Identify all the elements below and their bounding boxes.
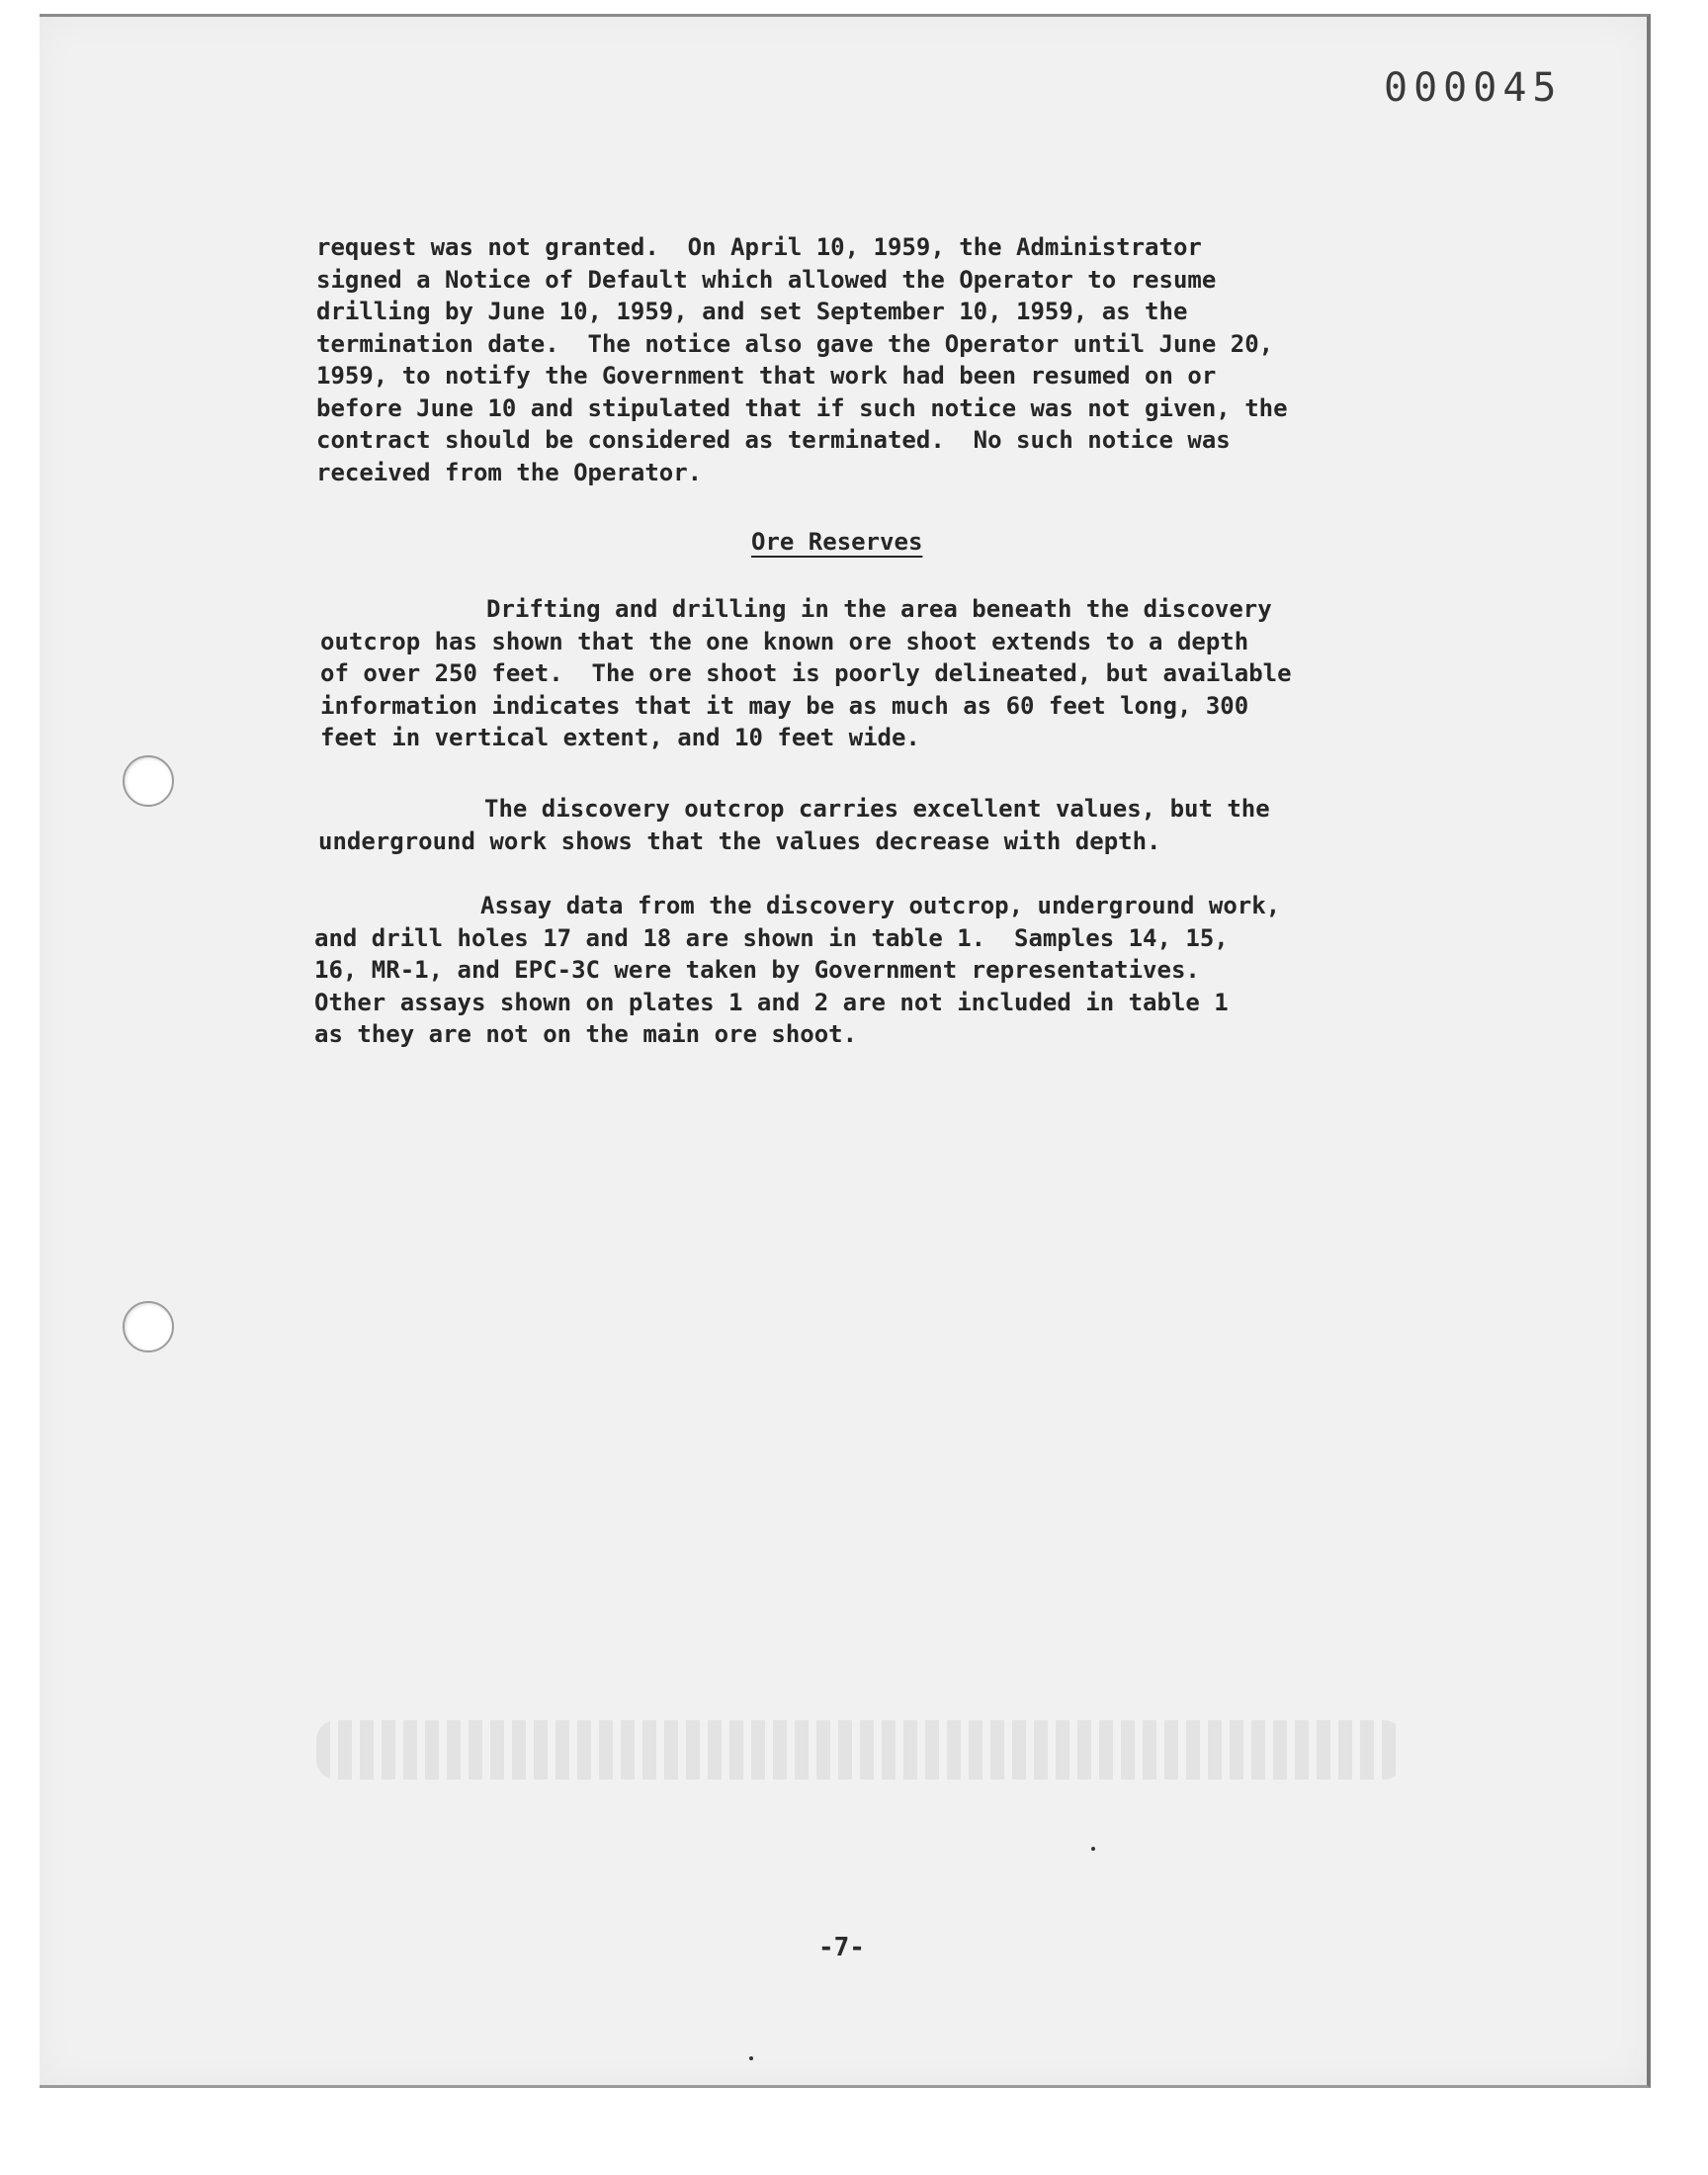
page-number: -7- — [818, 1933, 865, 1962]
binder-punch-hole — [123, 755, 174, 807]
text-line: 1959, to notify the Government that work had been resumed on or — [316, 362, 1217, 390]
text-line: signed a Notice of Default which allowed the Operator to resume — [316, 265, 1217, 294]
binder-punch-hole — [123, 1301, 174, 1352]
text-line: outcrop has shown that the one known ore shoot extends to a depth — [320, 627, 1249, 655]
text-line: and drill holes 17 and 18 are shown in table 1. Samples 14, 15, — [314, 923, 1229, 952]
paragraph-ore-shoot-extent — [320, 593, 1447, 754]
text-line: contract should be considered as terminated. No such notice was — [316, 426, 1231, 454]
text-line: The discovery outcrop carries excellent values, but the — [484, 795, 1270, 823]
text-line: as they are not on the main ore shoot. — [314, 1020, 858, 1048]
paragraph-default-notice — [316, 231, 1443, 488]
document-number-stamp: 000045 — [1384, 65, 1563, 111]
text-line: Drifting and drilling in the area beneath the discovery — [486, 595, 1272, 623]
text-line: Assay data from the discovery outcrop, underground work, — [480, 892, 1281, 919]
text-line: drilling by June 10, 1959, and set September 10, 1959, as the — [316, 298, 1188, 325]
text-line: received from the Operator. — [316, 458, 703, 486]
paper-speck — [1091, 1847, 1095, 1851]
text-line: 16, MR-1, and EPC-3C were taken by Government representatives. — [314, 956, 1200, 984]
text-line: of over 250 feet. The ore shoot is poorly delineated, but available — [320, 659, 1292, 687]
text-line: request was not granted. On April 10, 1959, the Administrator — [316, 233, 1202, 261]
text-line: feet in vertical extent, and 10 feet wide. — [320, 724, 920, 751]
text-line: information indicates that it may be as much as 60 feet long, 300 — [320, 691, 1249, 720]
text-line: before June 10 and stipulated that if such notice was not given, the — [316, 393, 1288, 422]
section-heading-ore-reserves: Ore Reserves — [751, 528, 923, 556]
show-through-bleed — [316, 1720, 1404, 1780]
text-line: termination date. The notice also gave the Operator until June 20, — [316, 329, 1274, 358]
paragraph-outcrop-values — [318, 793, 1445, 857]
text-line: Other assays shown on plates 1 and 2 are not included in table 1 — [314, 988, 1229, 1016]
text-line: underground work shows that the values decrease with depth. — [318, 826, 1161, 855]
paragraph-assay-data — [314, 890, 1441, 1051]
paper-speck — [749, 2056, 753, 2060]
